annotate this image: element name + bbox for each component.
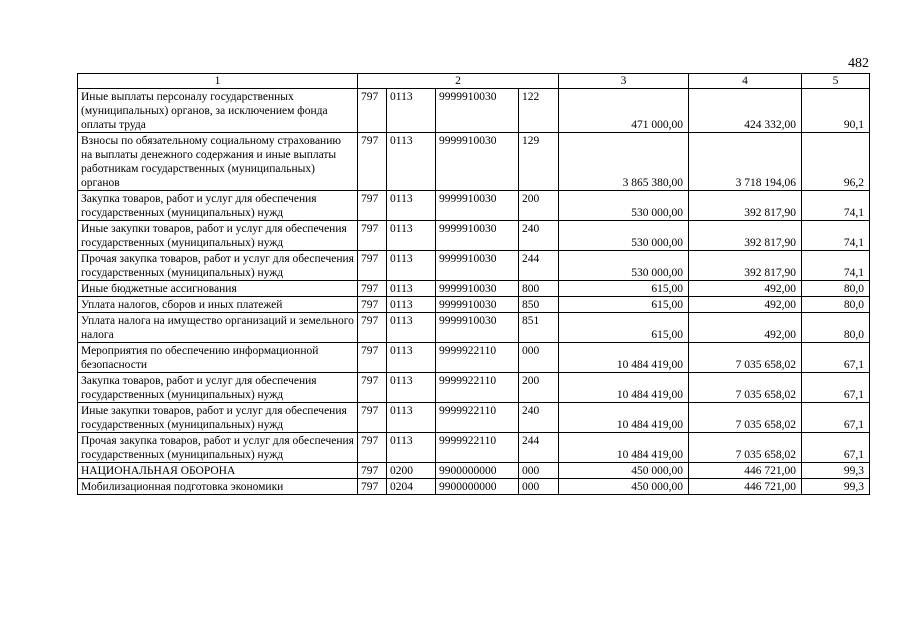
percent-cell: 99,3	[802, 463, 870, 479]
expense-type-cell: 240	[519, 403, 559, 433]
ved-code-cell: 797	[358, 403, 387, 433]
row-name-cell: Уплата налога на имущество организаций и земельного налога	[78, 313, 358, 343]
ved-code-cell: 797	[358, 313, 387, 343]
percent-cell: 96,2	[802, 133, 870, 191]
target-article-cell: 9999922110	[436, 433, 519, 463]
target-article-cell: 9999922110	[436, 373, 519, 403]
target-article-cell: 9999910030	[436, 191, 519, 221]
planned-amount-cell: 10 484 419,00	[559, 373, 689, 403]
planned-amount-cell: 615,00	[559, 297, 689, 313]
header-cell-4: 4	[689, 74, 802, 89]
target-article-cell: 9999910030	[436, 313, 519, 343]
section-code-cell: 0113	[387, 221, 436, 251]
section-code-cell: 0113	[387, 281, 436, 297]
expense-type-cell: 244	[519, 433, 559, 463]
actual-amount-cell: 492,00	[689, 281, 802, 297]
table-row	[78, 313, 870, 343]
planned-amount-cell: 615,00	[559, 313, 689, 343]
ved-code-cell: 797	[358, 463, 387, 479]
section-code-cell: 0113	[387, 297, 436, 313]
actual-amount-cell: 492,00	[689, 313, 802, 343]
section-code-cell: 0113	[387, 251, 436, 281]
percent-cell: 67,1	[802, 403, 870, 433]
planned-amount-cell: 530 000,00	[559, 191, 689, 221]
expense-type-cell: 000	[519, 343, 559, 373]
section-code-cell: 0113	[387, 403, 436, 433]
expense-type-cell: 850	[519, 297, 559, 313]
actual-amount-cell: 424 332,00	[689, 89, 802, 133]
planned-amount-cell: 471 000,00	[559, 89, 689, 133]
table-row	[78, 343, 870, 373]
percent-cell: 67,1	[802, 433, 870, 463]
row-name-cell: Иные закупки товаров, работ и услуг для обеспечения государственных (муниципальных) нужд	[78, 403, 358, 433]
section-code-cell: 0113	[387, 133, 436, 191]
row-name-cell: Иные бюджетные ассигнования	[78, 281, 358, 297]
table-row	[78, 479, 870, 495]
ved-code-cell: 797	[358, 479, 387, 495]
expense-type-cell: 244	[519, 251, 559, 281]
row-name-cell: Мобилизационная подготовка экономики	[78, 479, 358, 495]
planned-amount-cell: 10 484 419,00	[559, 433, 689, 463]
percent-cell: 74,1	[802, 251, 870, 281]
table-row	[78, 403, 870, 433]
actual-amount-cell: 446 721,00	[689, 463, 802, 479]
header-row	[78, 74, 870, 89]
expense-type-cell: 000	[519, 479, 559, 495]
expense-type-cell: 240	[519, 221, 559, 251]
table-row	[78, 433, 870, 463]
row-name-cell: Мероприятия по обеспечению информационной безопасности	[78, 343, 358, 373]
planned-amount-cell: 530 000,00	[559, 221, 689, 251]
percent-cell: 67,1	[802, 373, 870, 403]
section-code-cell: 0113	[387, 343, 436, 373]
table-row	[78, 373, 870, 403]
expense-type-cell: 122	[519, 89, 559, 133]
section-code-cell: 0204	[387, 479, 436, 495]
row-name-cell: Иные закупки товаров, работ и услуг для обеспечения государственных (муниципальных) нужд	[78, 221, 358, 251]
ved-code-cell: 797	[358, 281, 387, 297]
target-article-cell: 9900000000	[436, 463, 519, 479]
ved-code-cell: 797	[358, 251, 387, 281]
row-name-cell: Закупка товаров, работ и услуг для обеспечения государственных (муниципальных) нужд	[78, 373, 358, 403]
actual-amount-cell: 7 035 658,02	[689, 403, 802, 433]
table-row	[78, 463, 870, 479]
actual-amount-cell: 492,00	[689, 297, 802, 313]
planned-amount-cell: 530 000,00	[559, 251, 689, 281]
table-row	[78, 297, 870, 313]
planned-amount-cell: 3 865 380,00	[559, 133, 689, 191]
row-name-cell: Иные выплаты персоналу государственных (муниципальных) органов, за исключением фонда оплаты труда	[78, 89, 358, 133]
header-cell-2: 2	[358, 74, 559, 89]
table-row	[78, 251, 870, 281]
percent-cell: 80,0	[802, 281, 870, 297]
target-article-cell: 9999910030	[436, 281, 519, 297]
target-article-cell: 9999910030	[436, 297, 519, 313]
target-article-cell: 9999910030	[436, 89, 519, 133]
percent-cell: 74,1	[802, 191, 870, 221]
target-article-cell: 9999910030	[436, 221, 519, 251]
actual-amount-cell: 3 718 194,06	[689, 133, 802, 191]
row-name-cell: Прочая закупка товаров, работ и услуг для обеспечения государственных (муниципальных) нужд	[78, 251, 358, 281]
table-row	[78, 89, 870, 133]
row-name-cell: Закупка товаров, работ и услуг для обеспечения государственных (муниципальных) нужд	[78, 191, 358, 221]
actual-amount-cell: 7 035 658,02	[689, 373, 802, 403]
section-code-cell: 0113	[387, 89, 436, 133]
target-article-cell: 9999922110	[436, 343, 519, 373]
planned-amount-cell: 10 484 419,00	[559, 343, 689, 373]
ved-code-cell: 797	[358, 133, 387, 191]
percent-cell: 80,0	[802, 313, 870, 343]
actual-amount-cell: 392 817,90	[689, 251, 802, 281]
actual-amount-cell: 392 817,90	[689, 221, 802, 251]
page-number: 482	[848, 56, 869, 71]
actual-amount-cell: 7 035 658,02	[689, 343, 802, 373]
expense-type-cell: 129	[519, 133, 559, 191]
planned-amount-cell: 450 000,00	[559, 463, 689, 479]
table-row	[78, 221, 870, 251]
section-code-cell: 0200	[387, 463, 436, 479]
header-cell-5: 5	[802, 74, 870, 89]
ved-code-cell: 797	[358, 191, 387, 221]
target-article-cell: 9999922110	[436, 403, 519, 433]
section-code-cell: 0113	[387, 373, 436, 403]
section-code-cell: 0113	[387, 433, 436, 463]
expense-type-cell: 200	[519, 373, 559, 403]
ved-code-cell: 797	[358, 433, 387, 463]
target-article-cell: 9900000000	[436, 479, 519, 495]
ved-code-cell: 797	[358, 221, 387, 251]
header-cell-3: 3	[559, 74, 689, 89]
header-cell-1: 1	[78, 74, 358, 89]
row-name-cell: НАЦИОНАЛЬНАЯ ОБОРОНА	[78, 463, 358, 479]
expense-type-cell: 000	[519, 463, 559, 479]
table-row	[78, 133, 870, 191]
ved-code-cell: 797	[358, 297, 387, 313]
expense-type-cell: 800	[519, 281, 559, 297]
percent-cell: 99,3	[802, 479, 870, 495]
planned-amount-cell: 615,00	[559, 281, 689, 297]
section-code-cell: 0113	[387, 313, 436, 343]
ved-code-cell: 797	[358, 373, 387, 403]
row-name-cell: Взносы по обязательному социальному страхованию на выплаты денежного содержания и иные выплаты работникам государственных (муниципальных) органов	[78, 133, 358, 191]
percent-cell: 80,0	[802, 297, 870, 313]
expense-type-cell: 851	[519, 313, 559, 343]
percent-cell: 67,1	[802, 343, 870, 373]
percent-cell: 90,1	[802, 89, 870, 133]
table-row	[78, 281, 870, 297]
row-name-cell: Прочая закупка товаров, работ и услуг для обеспечения государственных (муниципальных) нужд	[78, 433, 358, 463]
section-code-cell: 0113	[387, 191, 436, 221]
actual-amount-cell: 7 035 658,02	[689, 433, 802, 463]
budget-table	[77, 73, 870, 495]
expense-type-cell: 200	[519, 191, 559, 221]
target-article-cell: 9999910030	[436, 251, 519, 281]
target-article-cell: 9999910030	[436, 133, 519, 191]
planned-amount-cell: 10 484 419,00	[559, 403, 689, 433]
percent-cell: 74,1	[802, 221, 870, 251]
planned-amount-cell: 450 000,00	[559, 479, 689, 495]
ved-code-cell: 797	[358, 343, 387, 373]
table-row	[78, 191, 870, 221]
row-name-cell: Уплата налогов, сборов и иных платежей	[78, 297, 358, 313]
actual-amount-cell: 392 817,90	[689, 191, 802, 221]
ved-code-cell: 797	[358, 89, 387, 133]
actual-amount-cell: 446 721,00	[689, 479, 802, 495]
table-body	[78, 74, 870, 495]
